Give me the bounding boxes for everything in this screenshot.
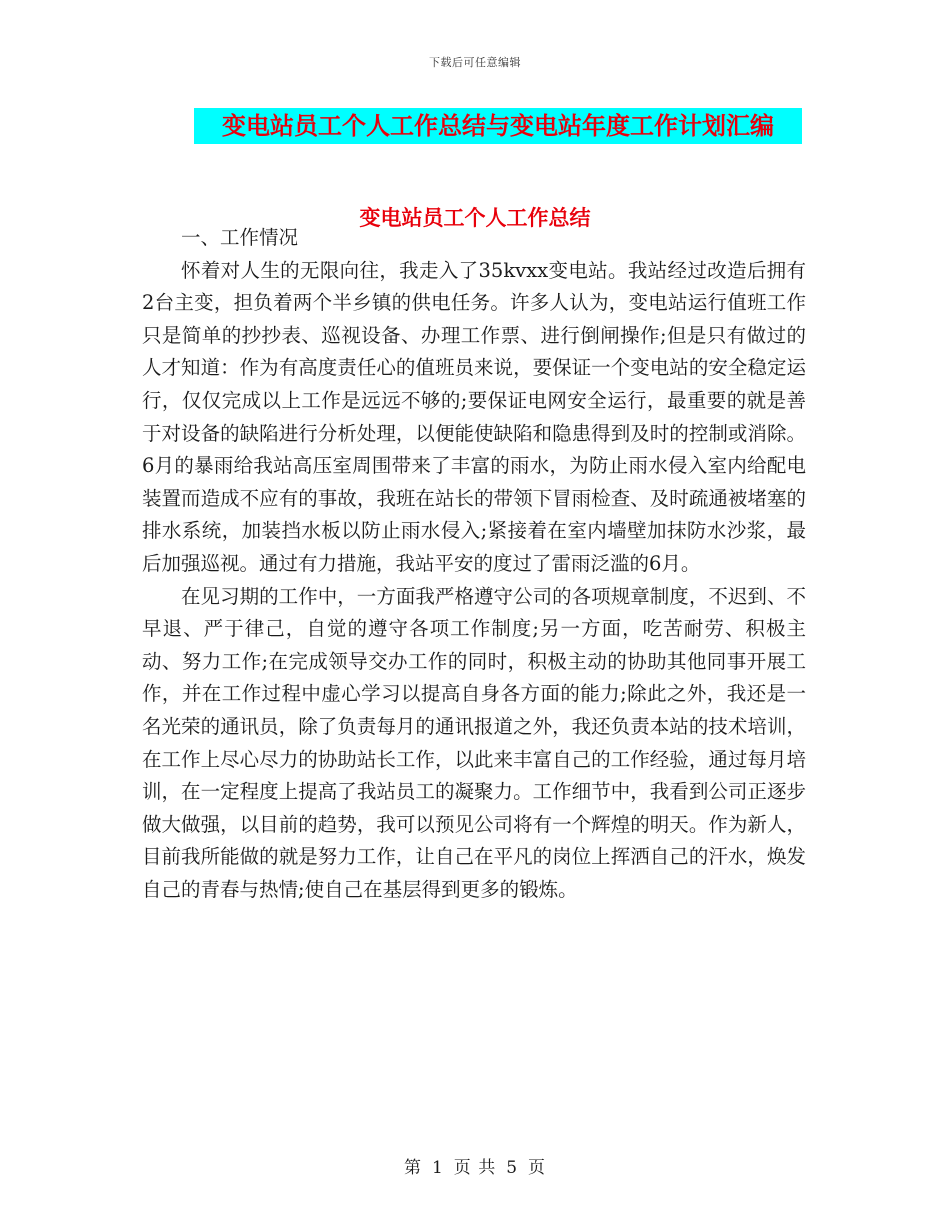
footer-page-number: 1 — [431, 1158, 444, 1178]
footer-total-pages: 5 — [506, 1158, 519, 1178]
footer-middle: 页 共 — [453, 1158, 497, 1178]
page-footer — [0, 1153, 950, 1178]
paragraph: 在见习期的工作中，一方面我严格遵守公司的各项规章制度，不迟到、不早退、严于律己，自觉的遵守各项工作制度;另一方面，吃苦耐劳、积极主动、努力工作;在完成领导交办工作的同时，积极主动的协助其他同事开展工作，并在工作过程中虚心学习以提高自身各方面的能力;除此之外，我还是一名光荣的通讯员，除了负责每月的通讯报道之外，我还负责本站的技术培训，在工作上尽心尽力的协助站长工作，以此来丰富自己的工作经验，通过每月培训，在一定程度上提高了我站员工的凝聚力。工作细节中，我看到公司正逐步做大做强，以目前的趋势，我可以预见公司将有一个辉煌的明天。作为新人，目前我所能做的就是努力工作，让自己在平凡的岗位上挥洒自己的汗水，焕发自己的青春与热情;使自己在基层得到更多的锻炼。 — [142, 584, 806, 901]
footer-suffix: 页 — [528, 1158, 547, 1178]
paragraph-heading: 一、工作情况 — [181, 226, 299, 249]
header-note: 下载后可任意编辑 — [429, 56, 521, 69]
main-title: 变电站员工个人工作总结与变电站年度工作计划汇编 — [194, 108, 802, 144]
section-title: 变电站员工个人工作总结 — [359, 205, 591, 230]
footer-prefix: 第 — [403, 1158, 422, 1178]
paragraph: 怀着对人生的无限向往，我走入了35kvxx变电站。我站经过改造后拥有2台主变，担负着两个半乡镇的供电任务。许多人认为，变电站运行值班工作只是简单的抄抄表、巡视设备、办理工作票、进行倒闸操作;但是只有做过的人才知道：作为有高度责任心的值班员来说，要保证一个变电站的安全稳定运行，仅仅完成以上工作是远远不够的;要保证电网安全运行，最重要的就是善于对设备的缺陷进行分析处理，以便能使缺陷和隐患得到及时的控制或消除。6月的暴雨给我站高压室周围带来了丰富的雨水，为防止雨水侵入室内给配电装置而造成不应有的事故，我班在站长的带领下冒雨检查、及时疏通被堵塞的排水系统，加装挡水板以防止雨水侵入;紧接着在室内墙壁加抹防水沙浆，最后加强巡视。通过有力措施，我站平安的度过了雷雨泛滥的6月。 — [142, 258, 806, 575]
document-body — [142, 222, 806, 906]
